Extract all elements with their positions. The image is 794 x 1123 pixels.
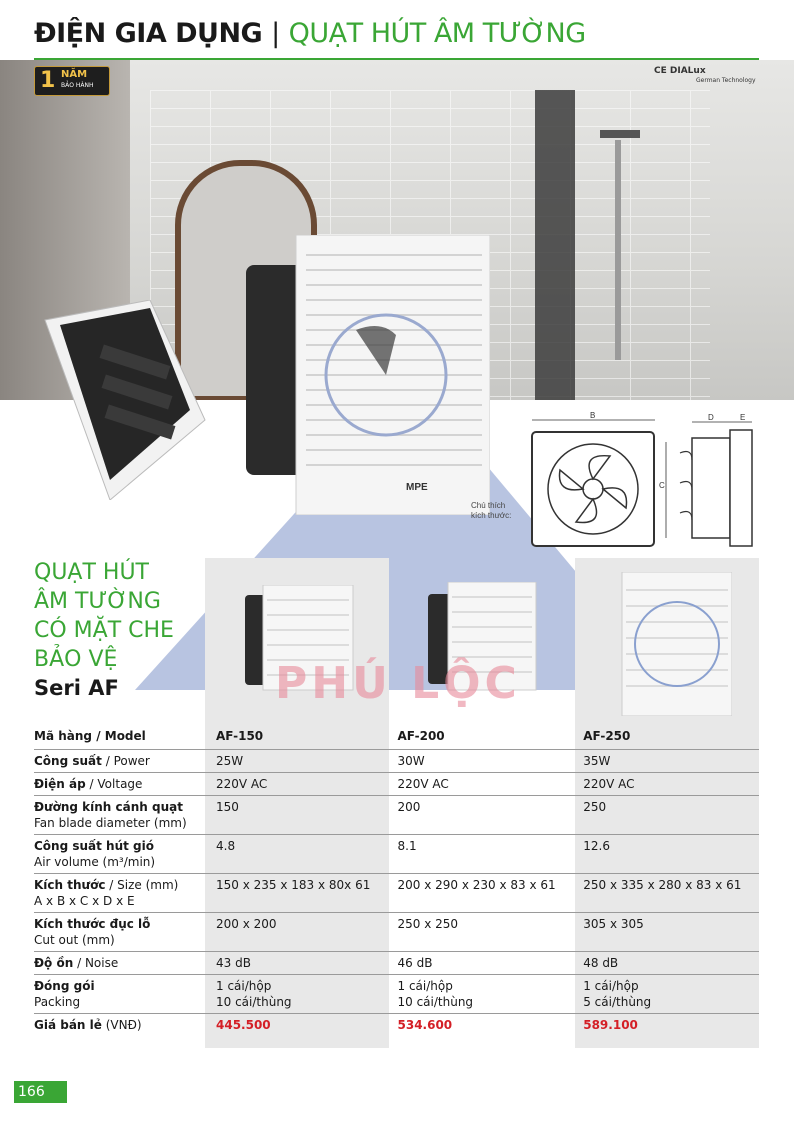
thumbnail-af250 [612, 572, 732, 716]
label-en: / Size (mm) [109, 878, 179, 892]
table-row-cutout [34, 913, 759, 952]
table-row-model [34, 724, 759, 750]
fan-with-shutter-image [40, 300, 210, 500]
cell-af250: 12.6 [573, 835, 759, 874]
heading-line: CÓ MẶT CHE [34, 618, 174, 643]
dimension-label-b: B [590, 411, 596, 420]
label-vi: Công suất hút gió [34, 839, 155, 853]
title-product: QUẠT HÚT ÂM TƯỜNG [288, 18, 586, 49]
cell-af250: 305 x 305 [573, 913, 759, 952]
row-label [34, 874, 206, 913]
row-label [34, 975, 206, 1014]
cell-af250 [573, 975, 759, 1014]
label-en: (VNĐ) [105, 1018, 142, 1032]
cell-af150 [206, 975, 388, 1014]
label-vi: Độ ồn [34, 956, 74, 970]
heading-line: BẢO VỆ [34, 647, 118, 672]
warranty-years: 1 [40, 68, 56, 93]
row-label [34, 796, 206, 835]
cell-af150: 200 x 200 [206, 913, 388, 952]
page-number: 166 [14, 1081, 67, 1103]
label-vi: Đóng gói [34, 979, 95, 993]
dimension-diagram [470, 408, 770, 558]
cell-af250: AF-250 [573, 724, 759, 750]
cell-af150: 220V AC [206, 773, 388, 796]
table-row-blade-diameter [34, 796, 759, 835]
cell-af200 [388, 975, 574, 1014]
title-category: ĐIỆN GIA DỤNG [34, 18, 263, 49]
cell-af150: 25W [206, 750, 388, 773]
packing-box: 1 cái/hộp [216, 979, 272, 993]
cell-af200: AF-200 [388, 724, 574, 750]
cell-af200: 8.1 [388, 835, 574, 874]
cell-af150: AF-150 [206, 724, 388, 750]
row-label [34, 750, 206, 773]
warranty-sub: BẢO HÀNH [61, 82, 94, 89]
label-vi: Điện áp [34, 777, 86, 791]
label-en: Cut out (mm) [34, 933, 115, 947]
packing-box: 1 cái/hộp [583, 979, 639, 993]
watermark-text: PHÚ LỘC [275, 658, 521, 709]
label-en: / Power [105, 754, 150, 768]
certification-subtitle: German Technology [696, 77, 756, 84]
label-vi: Giá bán lẻ [34, 1018, 102, 1032]
label-vi: Kích thước [34, 878, 106, 892]
label-vi: Công suất [34, 754, 102, 768]
cell-af250: 220V AC [573, 773, 759, 796]
certification-marks: CE DIALux [654, 66, 706, 76]
label-en: Air volume (m³/min) [34, 855, 156, 869]
fan-white-grille-image [246, 235, 490, 515]
cell-af200: 220V AC [388, 773, 574, 796]
price-af200: 534.600 [397, 1018, 453, 1032]
cell-af200: 200 [388, 796, 574, 835]
label-vi: Đường kính cánh quạt [34, 800, 183, 814]
cell-af250: 250 [573, 796, 759, 835]
cell-af250: 48 dB [573, 952, 759, 975]
cell-af200: 30W [388, 750, 574, 773]
label-en: / Voltage [89, 777, 143, 791]
cell-af200: 250 x 250 [388, 913, 574, 952]
series-name: Seri AF [34, 676, 119, 700]
row-label [34, 773, 206, 796]
diagram-note-line2: kích thước: [471, 511, 512, 520]
dimension-label-e: E [740, 413, 746, 422]
row-label [34, 835, 206, 874]
label-en: / Model [96, 729, 146, 743]
cell-af250: 35W [573, 750, 759, 773]
price-af150: 445.500 [216, 1018, 271, 1032]
table-row-price [34, 1014, 759, 1037]
table-row-air-volume [34, 835, 759, 874]
warranty-word: NĂM [61, 69, 88, 80]
row-label [34, 724, 206, 750]
table-row-packing [34, 975, 759, 1014]
heading-line: ÂM TƯỜNG [34, 589, 161, 614]
product-heading [34, 558, 174, 703]
spec-table [34, 724, 759, 1036]
row-label [34, 952, 206, 975]
label-vi: Kích thước đục lỗ [34, 917, 151, 931]
cell-af150: 4.8 [206, 835, 388, 874]
packing-carton: 10 cái/thùng [216, 995, 292, 1009]
title-separator: | [271, 18, 280, 49]
cell-af200: 46 dB [388, 952, 574, 975]
packing-box: 1 cái/hộp [397, 979, 453, 993]
diagram-note-line1: Chú thích [471, 501, 506, 510]
cell-af150: 150 x 235 x 183 x 80x 61 [206, 874, 388, 913]
table-row-size [34, 874, 759, 913]
cell-af250: 250 x 335 x 280 x 83 x 61 [573, 874, 759, 913]
label-en: Fan blade diameter (mm) [34, 816, 187, 830]
row-label [34, 913, 206, 952]
label-en: Packing [34, 995, 81, 1009]
cell-af150: 150 [206, 796, 388, 835]
table-row-noise [34, 952, 759, 975]
price-af250: 589.100 [583, 1018, 638, 1032]
label-vi: Mã hàng [34, 729, 92, 743]
packing-carton: 5 cái/thùng [583, 995, 652, 1009]
table-row-voltage [34, 773, 759, 796]
packing-carton: 10 cái/thùng [397, 995, 474, 1009]
label-en-sub: A x B x C x D x E [34, 894, 135, 908]
cell-af200: 200 x 290 x 230 x 83 x 61 [388, 874, 574, 913]
dimension-label-c: C [659, 481, 665, 490]
label-en: / Noise [77, 956, 119, 970]
cell-af150: 43 dB [206, 952, 388, 975]
table-row-power [34, 750, 759, 773]
dimension-label-d: D [708, 413, 714, 422]
heading-line: QUẠT HÚT [34, 560, 149, 585]
brand-mark: MPE [406, 482, 428, 493]
row-label [34, 1014, 206, 1037]
